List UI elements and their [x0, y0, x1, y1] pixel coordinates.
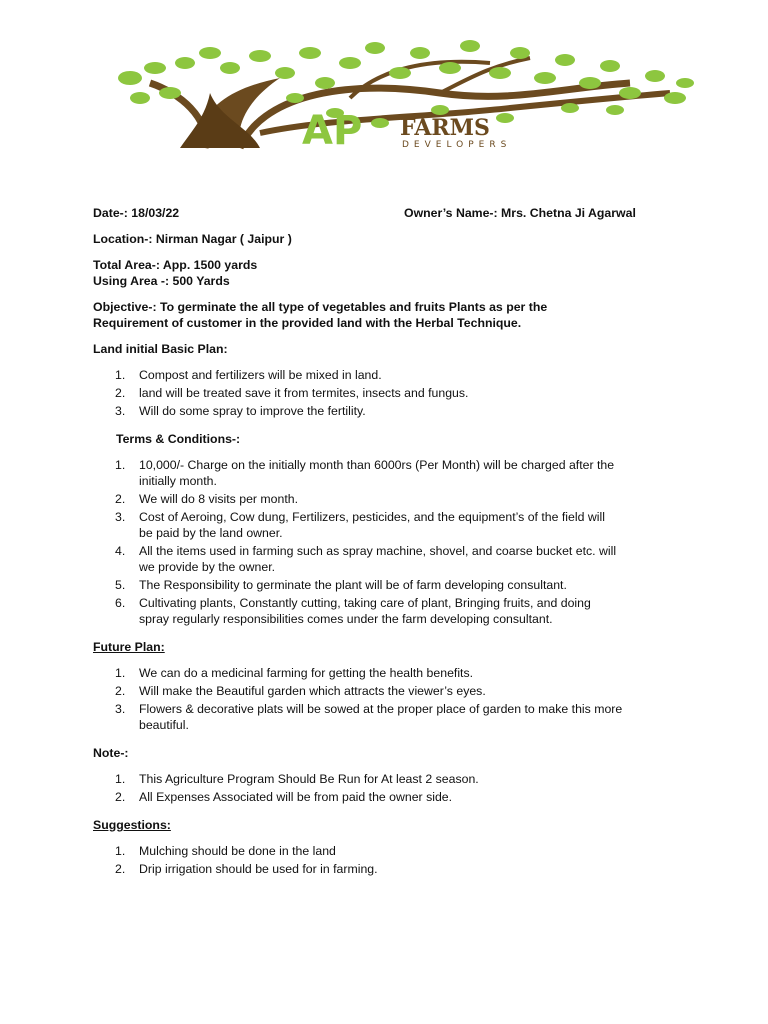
objective-line-2: Requirement of customer in the provided land with the Herbal Technique.	[93, 316, 522, 330]
list-item: 1. Compost and fertilizers will be mixed in land.	[115, 368, 382, 382]
list-item: 3. Will do some spray to improve the fertility.	[115, 404, 366, 418]
suggestions-heading: Suggestions:	[93, 818, 171, 832]
objective-line-1: Objective-: To germinate the all type of vegetables and fruits Plants as per the	[93, 300, 548, 314]
list-item: 3. Cost of Aeroing, Cow dung, Fertilizers, pesticides, and the equipment’s of the field will be paid by the land owner.	[115, 510, 605, 540]
date-text: Date-: 18/03/22	[93, 206, 180, 220]
note-heading: Note-:	[93, 746, 129, 760]
future-plan-heading: Future Plan:	[93, 640, 165, 654]
land-plan-list	[93, 367, 673, 419]
suggestions-list	[93, 843, 673, 877]
list-item: 2. All Expenses Associated will be from paid the owner side.	[115, 790, 453, 804]
date-owner-row	[93, 205, 673, 221]
logo-farms-text: FARMS	[400, 115, 490, 141]
using-area-text: Using Area -: 500 Yards	[93, 274, 230, 288]
land-plan-heading: Land initial Basic Plan:	[93, 342, 228, 356]
list-item: 4. All the items used in farming such as spray machine, shovel, and coarse bucket etc. will we provide by the owner.	[115, 544, 617, 574]
future-plan-list	[93, 665, 673, 733]
list-item: 3. Flowers & decorative plats will be sowed at the proper place of garden to make this more beautiful.	[115, 702, 623, 732]
list-item: 6. Cultivating plants, Constantly cutting, taking care of plant, Bringing fruits, and doing spray regularly responsibilities comes under the farm developing consultant.	[115, 596, 591, 626]
terms-heading: Terms & Conditions-:	[116, 432, 241, 446]
list-item: 2. Will make the Beautiful garden which attracts the viewer’s eyes.	[115, 684, 486, 698]
total-area-text: Total Area-: App. 1500 yards	[93, 258, 258, 272]
note-list	[93, 771, 673, 805]
list-item: 1. This Agriculture Program Should Be Run for At least 2 season.	[115, 772, 479, 786]
logo-developers-text: DEVELOPERS	[402, 140, 512, 150]
list-item: 1. We can do a medicinal farming for getting the health benefits.	[115, 666, 474, 680]
list-item: 2. We will do 8 visits per month.	[115, 492, 299, 506]
terms-list	[93, 457, 673, 627]
list-item: 2. Drip irrigation should be used for in farming.	[115, 862, 378, 876]
list-item: 1. Mulching should be done in the land	[115, 844, 336, 858]
tree-logo-graphic	[110, 38, 700, 158]
document-body	[93, 205, 673, 879]
logo-ap-text: AP	[302, 108, 363, 154]
ap-farms-logo	[110, 38, 700, 158]
location-text: Location-: Nirman Nagar ( Jaipur )	[93, 232, 292, 246]
list-item: 2. land will be treated save it from termites, insects and fungus.	[115, 386, 469, 400]
list-item: 5. The Responsibility to germinate the plant will be of farm developing consultant.	[115, 578, 567, 592]
list-item: 1. 10,000/- Charge on the initially month than 6000rs (Per Month) will be charged after the initially month.	[115, 458, 615, 488]
owner-name-text: Owner’s Name-: Mrs. Chetna Ji Agarwal	[404, 206, 636, 220]
